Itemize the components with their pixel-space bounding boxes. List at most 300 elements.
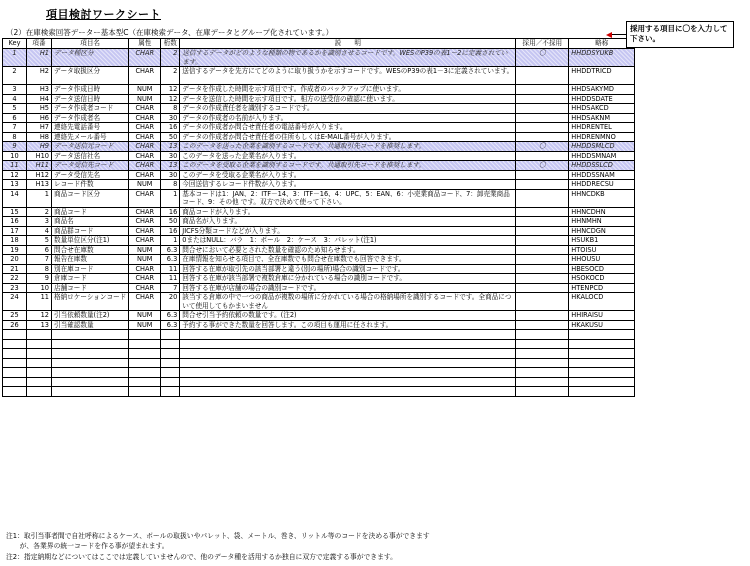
row-digits: 12 <box>161 94 180 104</box>
row-attribute: NUM <box>129 320 161 330</box>
table-row <box>3 49 635 67</box>
row-item-no: H8 <box>27 132 52 142</box>
row-abbreviation: HKALOCD <box>569 293 635 311</box>
row-key: 24 <box>3 293 27 311</box>
header-adopt: 採用／不採用 <box>516 39 569 49</box>
empty-cell <box>27 377 52 387</box>
row-description: 回答する在庫が店舗の場合の識別コードです。 <box>180 283 516 293</box>
row-item-name: 倉庫コード <box>52 274 129 284</box>
table-row <box>3 293 635 311</box>
row-digits: 8 <box>161 104 180 114</box>
table-row <box>3 236 635 246</box>
row-adopt-mark[interactable] <box>516 207 569 217</box>
row-item-no: H12 <box>27 170 52 180</box>
row-item-no: 9 <box>27 274 52 284</box>
empty-cell <box>27 387 52 397</box>
empty-table-row <box>3 349 635 359</box>
row-key: 6 <box>3 113 27 123</box>
empty-cell <box>3 377 27 387</box>
item-worksheet-table <box>2 38 635 397</box>
row-digits: 11 <box>161 264 180 274</box>
empty-table-row <box>3 339 635 349</box>
empty-cell <box>569 339 635 349</box>
row-attribute: NUM <box>129 245 161 255</box>
row-abbreviation: HTENPCD <box>569 283 635 293</box>
row-digits: 6.3 <box>161 311 180 321</box>
row-key: 20 <box>3 255 27 265</box>
row-key: 1 <box>3 49 27 67</box>
row-digits: 2 <box>161 67 180 85</box>
table-row <box>3 245 635 255</box>
row-description: 回答する在庫が該当部署で複数倉庫に分かれている場合の識別コードです。 <box>180 274 516 284</box>
table-row <box>3 264 635 274</box>
row-key: 12 <box>3 170 27 180</box>
row-abbreviation: HHNCDHN <box>569 207 635 217</box>
row-item-name: 数量単位区分(注1) <box>52 236 129 246</box>
row-attribute: CHAR <box>129 132 161 142</box>
empty-cell <box>161 368 180 378</box>
row-digits: 50 <box>161 217 180 227</box>
row-item-name: 商品コード区分 <box>52 189 129 207</box>
row-abbreviation: HBESOCD <box>569 264 635 274</box>
empty-cell <box>180 387 516 397</box>
note-arrow-icon <box>606 32 612 38</box>
row-description: 送信するデータがどのような種類の物であるかを識別させるコードです。WESのP39の表1－2に定義されています。 <box>180 49 516 67</box>
row-digits: 6.3 <box>161 320 180 330</box>
row-description: データの作成責任者を識別するコードです。 <box>180 104 516 114</box>
row-item-name: データ受信先名 <box>52 170 129 180</box>
row-abbreviation: HHDDSMNAM <box>569 151 635 161</box>
row-adopt-mark[interactable] <box>516 255 569 265</box>
row-description: 送信するデータを先方にてどのように取り扱うかを示すコードです。WESのP39の表1－3に定義されています。 <box>180 67 516 85</box>
row-item-name: データ送信元コード <box>52 142 129 152</box>
row-item-name: データ受信先コード <box>52 161 129 171</box>
row-key: 11 <box>3 161 27 171</box>
row-adopt-mark[interactable] <box>516 123 569 133</box>
row-attribute: NUM <box>129 311 161 321</box>
empty-cell <box>52 368 129 378</box>
table-row <box>3 207 635 217</box>
row-adopt-mark[interactable] <box>516 226 569 236</box>
row-description: 商品コードが入ります。 <box>180 207 516 217</box>
empty-cell <box>516 377 569 387</box>
row-adopt-mark[interactable] <box>516 217 569 227</box>
empty-table-row <box>3 358 635 368</box>
row-attribute: CHAR <box>129 236 161 246</box>
row-description: 0またはNULL：バラ 1：ボール 2：ケース 3：パレット(注1) <box>180 236 516 246</box>
empty-cell <box>161 377 180 387</box>
row-key: 3 <box>3 85 27 95</box>
row-adopt-mark[interactable] <box>516 85 569 95</box>
footnote-1: 注1：取引当事者間で自社呼称によるケース、ボールの取扱いやパレット、袋、メートル、巻き、リットル等のコードを決める事ができます <box>6 532 430 540</box>
table-header-row <box>3 39 635 49</box>
footnote-2: 注2：指定納期などについてはここでは定義していませんので、他のデータ種を活用するか独自に双方で定義する事ができます。 <box>6 553 397 561</box>
row-key: 10 <box>3 151 27 161</box>
row-item-no: 1 <box>27 189 52 207</box>
row-item-name: 店舗コード <box>52 283 129 293</box>
row-description: 該当する倉庫の中で一つの商品が複数の場所に分かれている場合の格納場所を識別するコードです。全商品について使用してもかまいません <box>180 293 516 311</box>
row-item-no: 13 <box>27 320 52 330</box>
row-adopt-mark[interactable] <box>516 264 569 274</box>
row-digits: 1 <box>161 189 180 207</box>
row-abbreviation: HHNMHN <box>569 217 635 227</box>
row-abbreviation: HHDRENTEL <box>569 123 635 133</box>
table-row <box>3 94 635 104</box>
row-attribute: CHAR <box>129 264 161 274</box>
row-adopt-mark[interactable] <box>516 274 569 284</box>
row-adopt-mark[interactable] <box>516 94 569 104</box>
row-adopt-mark[interactable] <box>516 293 569 311</box>
row-description: このデータを送った企業を識別するコードです。共通取引先コードを推奨します。 <box>180 142 516 152</box>
table-row <box>3 113 635 123</box>
row-key: 23 <box>3 283 27 293</box>
row-item-name: データ種区分 <box>52 49 129 67</box>
table-subtitle: （2）在庫検索回答データー基本型C（在庫検索データ、在庫データとグループ化されています。） <box>6 28 334 37</box>
row-abbreviation: HTOISU <box>569 245 635 255</box>
row-item-name: データ作成日時 <box>52 85 129 95</box>
row-digits: 1 <box>161 236 180 246</box>
row-key: 8 <box>3 132 27 142</box>
row-adopt-mark[interactable]: 〇 <box>516 142 569 152</box>
empty-cell <box>3 358 27 368</box>
empty-cell <box>52 387 129 397</box>
row-description: データを作成した時間を示す項目です。作成者のバックアップに使います。 <box>180 85 516 95</box>
empty-cell <box>569 368 635 378</box>
row-description: 回答する在庫が取引先の該当部署と違う(別の場所)場合の識別コードです。 <box>180 264 516 274</box>
row-description: 問合せにおいて必要とされた数量を確認のため知らせます。 <box>180 245 516 255</box>
table-row <box>3 180 635 190</box>
empty-cell <box>180 339 516 349</box>
empty-cell <box>129 358 161 368</box>
row-item-name: 問合せ在庫数 <box>52 245 129 255</box>
row-item-name: 引当確認数量 <box>52 320 129 330</box>
empty-table-row <box>3 387 635 397</box>
header-key: Key <box>3 39 27 49</box>
row-attribute: CHAR <box>129 293 161 311</box>
note-connector <box>612 34 626 35</box>
header-digits: 桁数 <box>161 39 180 49</box>
row-abbreviation: HHIRAISU <box>569 311 635 321</box>
row-description: データの作成者か問合せ責任者の電話番号が入ります。 <box>180 123 516 133</box>
empty-cell <box>129 368 161 378</box>
header-attribute: 属性 <box>129 39 161 49</box>
row-adopt-mark[interactable] <box>516 113 569 123</box>
row-adopt-mark[interactable] <box>516 67 569 85</box>
row-abbreviation: HHOUSU <box>569 255 635 265</box>
row-attribute: CHAR <box>129 151 161 161</box>
row-key: 25 <box>3 311 27 321</box>
row-description: JICFS分類コードなどが入ります。 <box>180 226 516 236</box>
row-item-no: H6 <box>27 113 52 123</box>
row-abbreviation: HHDDTRICD <box>569 67 635 85</box>
row-item-name: 連絡先メール番号 <box>52 132 129 142</box>
empty-cell <box>180 358 516 368</box>
row-item-no: H5 <box>27 104 52 114</box>
row-key: 22 <box>3 274 27 284</box>
empty-cell <box>27 330 52 340</box>
row-adopt-mark[interactable]: 〇 <box>516 49 569 67</box>
row-adopt-mark[interactable] <box>516 189 569 207</box>
row-adopt-mark[interactable] <box>516 180 569 190</box>
row-key: 5 <box>3 104 27 114</box>
table-row <box>3 283 635 293</box>
header-description: 説 明 <box>180 39 516 49</box>
table-row <box>3 104 635 114</box>
row-adopt-mark[interactable]: 〇 <box>516 161 569 171</box>
row-item-name: 報告在庫数 <box>52 255 129 265</box>
empty-cell <box>516 330 569 340</box>
row-key: 14 <box>3 189 27 207</box>
row-item-name: レコード件数 <box>52 180 129 190</box>
row-abbreviation: HHDDSSNAM <box>569 170 635 180</box>
row-description: 予約する事ができた数量を回答します。この項目も運用に任されます。 <box>180 320 516 330</box>
row-adopt-mark[interactable] <box>516 311 569 321</box>
row-item-no: H3 <box>27 85 52 95</box>
row-adopt-mark[interactable] <box>516 104 569 114</box>
row-digits: 8 <box>161 180 180 190</box>
row-description: データを送信した時間を示す項目です。相方の送受信の確認に使います。 <box>180 94 516 104</box>
row-item-name: データ取扱区分 <box>52 67 129 85</box>
empty-cell <box>516 358 569 368</box>
row-description: このデータを送った企業名が入ります。 <box>180 151 516 161</box>
row-abbreviation: HHDDSYUKB <box>569 49 635 67</box>
row-digits: 11 <box>161 274 180 284</box>
row-item-no: 12 <box>27 311 52 321</box>
empty-cell <box>180 377 516 387</box>
row-item-no: 3 <box>27 217 52 227</box>
header-item-name: 項目名 <box>52 39 129 49</box>
row-description: 在庫情報を知らせる項目で、全在庫数でも問合せ在庫数でも回答できます。 <box>180 255 516 265</box>
row-attribute: CHAR <box>129 113 161 123</box>
row-item-no: H9 <box>27 142 52 152</box>
row-adopt-mark[interactable] <box>516 283 569 293</box>
row-item-no: 7 <box>27 255 52 265</box>
row-attribute: CHAR <box>129 67 161 85</box>
row-description: 問合せ引当予約依頼の数量です。(注2) <box>180 311 516 321</box>
empty-cell <box>161 358 180 368</box>
row-key: 15 <box>3 207 27 217</box>
row-digits: 16 <box>161 226 180 236</box>
row-item-name: 商品コード <box>52 207 129 217</box>
row-abbreviation: HHDDSMLCD <box>569 142 635 152</box>
row-item-name: 商品名 <box>52 217 129 227</box>
row-item-name: 商品群コード <box>52 226 129 236</box>
row-item-no: 4 <box>27 226 52 236</box>
table-row <box>3 142 635 152</box>
empty-cell <box>52 349 129 359</box>
row-digits: 2 <box>161 49 180 67</box>
row-attribute: CHAR <box>129 142 161 152</box>
page-title: 項目検討ワークシート <box>46 8 161 21</box>
table-row <box>3 189 635 207</box>
table-row <box>3 123 635 133</box>
row-digits: 13 <box>161 142 180 152</box>
row-attribute: CHAR <box>129 283 161 293</box>
empty-cell <box>27 368 52 378</box>
row-abbreviation: HHDSAKYMD <box>569 85 635 95</box>
row-abbreviation: HSUKB1 <box>569 236 635 246</box>
row-item-no: H1 <box>27 49 52 67</box>
empty-cell <box>129 377 161 387</box>
row-description: 今回送信するレコード件数が入ります。 <box>180 180 516 190</box>
row-attribute: CHAR <box>129 170 161 180</box>
empty-cell <box>129 387 161 397</box>
row-item-name: 引当依頼数量(注2) <box>52 311 129 321</box>
empty-cell <box>129 339 161 349</box>
empty-cell <box>27 358 52 368</box>
row-description: 基本コードは1：JAN、2：ITF－14、3：ITF－16、4：UPC、5：EAN、6：小売業商品コード、7：卸売業商品コード、9：その他 です。双方で決めて使って下さい。 <box>180 189 516 207</box>
row-digits: 30 <box>161 170 180 180</box>
table-row <box>3 132 635 142</box>
empty-cell <box>3 387 27 397</box>
row-attribute: NUM <box>129 85 161 95</box>
row-attribute: NUM <box>129 180 161 190</box>
row-key: 13 <box>3 180 27 190</box>
row-digits: 6.3 <box>161 255 180 265</box>
table-row <box>3 170 635 180</box>
empty-cell <box>569 387 635 397</box>
row-key: 9 <box>3 142 27 152</box>
empty-cell <box>161 349 180 359</box>
empty-cell <box>180 349 516 359</box>
row-digits: 12 <box>161 85 180 95</box>
row-item-no: 10 <box>27 283 52 293</box>
row-item-no: H2 <box>27 67 52 85</box>
row-item-no: H10 <box>27 151 52 161</box>
row-digits: 30 <box>161 151 180 161</box>
row-abbreviation: HKAKUSU <box>569 320 635 330</box>
row-adopt-mark[interactable] <box>516 320 569 330</box>
empty-cell <box>52 358 129 368</box>
row-key: 7 <box>3 123 27 133</box>
row-item-name: 格納ロケーションコード <box>52 293 129 311</box>
row-adopt-mark[interactable] <box>516 236 569 246</box>
empty-table-row <box>3 330 635 340</box>
table-row <box>3 161 635 171</box>
row-digits: 6.3 <box>161 245 180 255</box>
row-item-name: 別在庫コード <box>52 264 129 274</box>
row-key: 2 <box>3 67 27 85</box>
row-item-no: H13 <box>27 180 52 190</box>
table-row <box>3 85 635 95</box>
empty-cell <box>569 349 635 359</box>
row-item-name: データ作成者名 <box>52 113 129 123</box>
row-digits: 30 <box>161 113 180 123</box>
empty-cell <box>516 387 569 397</box>
empty-cell <box>3 330 27 340</box>
empty-cell <box>569 358 635 368</box>
row-item-no: 6 <box>27 245 52 255</box>
row-description: 商品名が入ります。 <box>180 217 516 227</box>
empty-cell <box>27 349 52 359</box>
empty-table-row <box>3 368 635 378</box>
empty-cell <box>516 368 569 378</box>
table-row <box>3 67 635 85</box>
empty-cell <box>52 330 129 340</box>
empty-cell <box>516 349 569 359</box>
row-description: データの作成者か問合せ責任者の住所もしくはE-MAIL番号が入ります。 <box>180 132 516 142</box>
row-key: 19 <box>3 245 27 255</box>
row-key: 18 <box>3 236 27 246</box>
empty-cell <box>569 330 635 340</box>
empty-cell <box>180 330 516 340</box>
row-item-no: 8 <box>27 264 52 274</box>
row-attribute: NUM <box>129 94 161 104</box>
empty-cell <box>569 377 635 387</box>
empty-cell <box>52 377 129 387</box>
footnote-1-cont: が、各業界の統一コードを作る事が望まれます。 <box>6 542 169 550</box>
row-key: 21 <box>3 264 27 274</box>
row-adopt-mark[interactable] <box>516 132 569 142</box>
row-item-name: データ送信日時 <box>52 94 129 104</box>
row-item-no: 5 <box>27 236 52 246</box>
row-description: このデータを受取る企業名が入ります。 <box>180 170 516 180</box>
row-adopt-mark[interactable] <box>516 151 569 161</box>
row-digits: 16 <box>161 207 180 217</box>
row-abbreviation: HHDDRECSU <box>569 180 635 190</box>
empty-cell <box>52 339 129 349</box>
header-abbreviation: 略称 <box>569 39 635 49</box>
row-digits: 20 <box>161 293 180 311</box>
row-adopt-mark[interactable] <box>516 170 569 180</box>
row-item-no: H7 <box>27 123 52 133</box>
row-key: 4 <box>3 94 27 104</box>
table-row <box>3 217 635 227</box>
row-item-no: H4 <box>27 94 52 104</box>
row-attribute: CHAR <box>129 207 161 217</box>
table-row <box>3 274 635 284</box>
table-row <box>3 151 635 161</box>
instruction-note: 採用する項目に〇を入力して下さい。 <box>626 21 734 48</box>
row-key: 26 <box>3 320 27 330</box>
row-abbreviation: HHDRENMNO <box>569 132 635 142</box>
row-digits: 50 <box>161 132 180 142</box>
empty-cell <box>3 339 27 349</box>
empty-cell <box>161 387 180 397</box>
row-digits: 13 <box>161 161 180 171</box>
row-key: 16 <box>3 217 27 227</box>
row-key: 17 <box>3 226 27 236</box>
row-attribute: CHAR <box>129 226 161 236</box>
row-digits: 16 <box>161 123 180 133</box>
empty-cell <box>516 339 569 349</box>
empty-cell <box>3 349 27 359</box>
empty-cell <box>3 368 27 378</box>
row-attribute: CHAR <box>129 274 161 284</box>
empty-cell <box>129 330 161 340</box>
row-abbreviation: HHDSAKCD <box>569 104 635 114</box>
empty-cell <box>161 330 180 340</box>
row-abbreviation: HHNCDGN <box>569 226 635 236</box>
row-attribute: CHAR <box>129 123 161 133</box>
row-description: このデータを受取る企業を識別するコードです。共通取引先コードを推奨します。 <box>180 161 516 171</box>
row-attribute: CHAR <box>129 161 161 171</box>
row-item-name: データ送信社名 <box>52 151 129 161</box>
row-item-no: 11 <box>27 293 52 311</box>
row-item-no: 2 <box>27 207 52 217</box>
empty-cell <box>129 349 161 359</box>
header-item-no: 項番 <box>27 39 52 49</box>
row-attribute: CHAR <box>129 189 161 207</box>
row-attribute: NUM <box>129 255 161 265</box>
row-abbreviation: HHDDSDATE <box>569 94 635 104</box>
empty-table-row <box>3 377 635 387</box>
row-item-name: 連絡先電話番号 <box>52 123 129 133</box>
row-adopt-mark[interactable] <box>516 245 569 255</box>
row-attribute: CHAR <box>129 49 161 67</box>
row-digits: 7 <box>161 283 180 293</box>
row-abbreviation: HHDSAKNM <box>569 113 635 123</box>
